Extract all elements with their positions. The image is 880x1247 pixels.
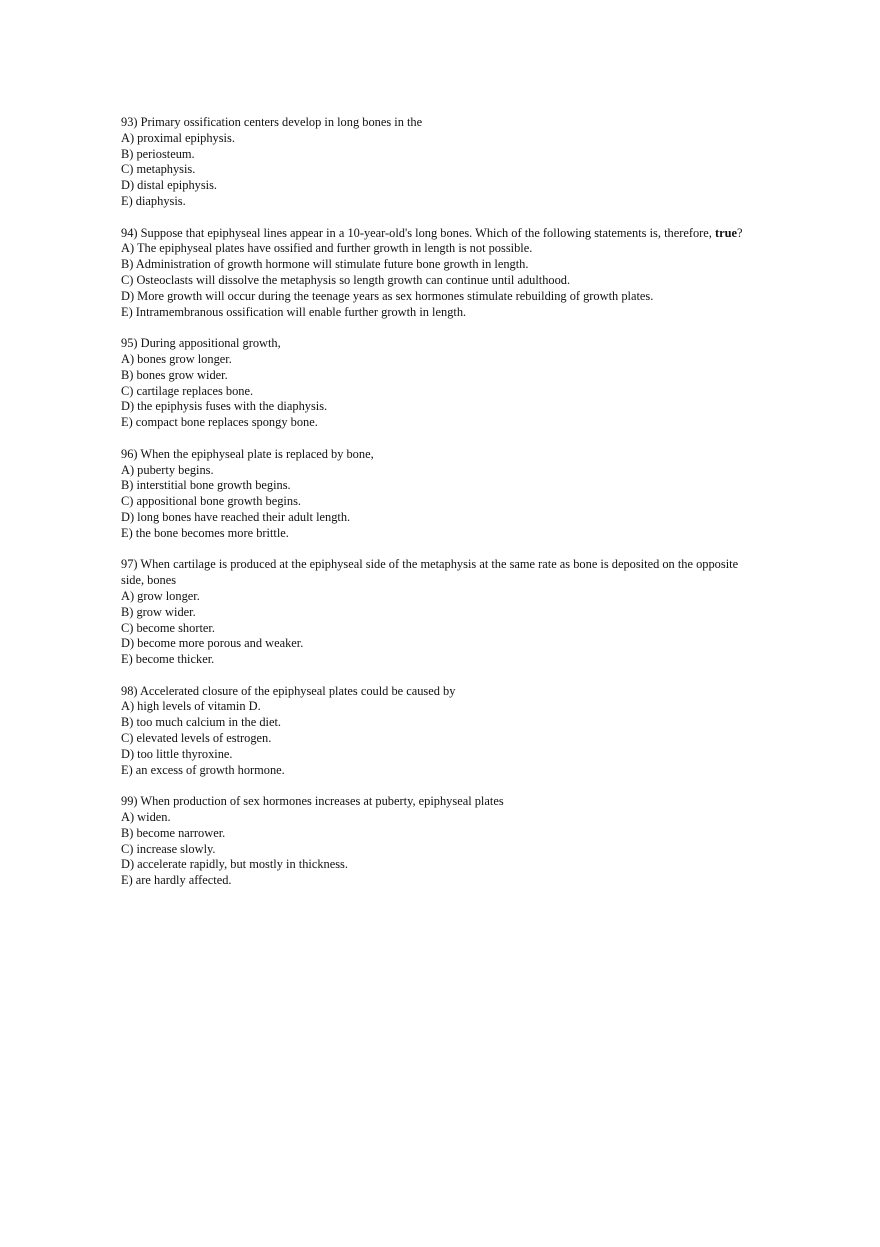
question-text: Suppose that epiphyseal lines appear in a 10-year-old's long bones. Which of the following statements is, therefore, — [140, 225, 715, 240]
question-95 — [121, 336, 761, 431]
answer-option-e: E) an excess of growth hormone. — [121, 762, 285, 777]
answer-option-b: B) become narrower. — [121, 825, 226, 840]
answer-option-e: E) Intramembranous ossification will enable further growth in length. — [121, 304, 467, 319]
answer-option-d: D) distal epiphysis. — [121, 178, 218, 193]
answer-option-b: B) periosteum. — [121, 146, 195, 161]
question-97 — [121, 557, 761, 668]
answer-option-a: A) grow longer. — [121, 588, 200, 603]
question-stem — [121, 447, 761, 463]
answer-option-d: D) accelerate rapidly, but mostly in thickness. — [121, 857, 348, 872]
question-text: When the epiphyseal plate is replaced by bone, — [140, 446, 374, 461]
answer-option-b: B) grow wider. — [121, 604, 196, 619]
answer-option-a: A) bones grow longer. — [121, 351, 232, 366]
question-text: When production of sex hormones increases at puberty, epiphyseal plates — [140, 794, 504, 809]
question-number: 96) — [121, 446, 138, 461]
question-text-end: ? — [737, 225, 743, 240]
answer-option-b: B) Administration of growth hormone will stimulate future bone growth in length. — [121, 257, 529, 272]
answer-option-e: E) become thicker. — [121, 652, 215, 667]
question-96 — [121, 447, 761, 542]
answer-option-a: A) proximal epiphysis. — [121, 130, 235, 145]
question-number: 97) — [121, 557, 138, 572]
question-stem — [121, 557, 761, 589]
question-98 — [121, 684, 761, 779]
question-stem — [121, 226, 761, 242]
question-99 — [121, 794, 761, 889]
answer-option-c: C) cartilage replaces bone. — [121, 383, 254, 398]
answer-option-e: E) compact bone replaces spongy bone. — [121, 415, 318, 430]
question-93 — [121, 115, 761, 210]
question-stem — [121, 794, 761, 810]
answer-option-a: A) The epiphyseal plates have ossified and further growth in length is not possible. — [121, 241, 533, 256]
answer-option-a: A) high levels of vitamin D. — [121, 699, 261, 714]
answer-option-e: E) are hardly affected. — [121, 873, 232, 888]
question-text: During appositional growth, — [140, 336, 281, 351]
answer-option-b: B) too much calcium in the diet. — [121, 715, 282, 730]
question-number: 98) — [121, 683, 138, 698]
answer-option-b: B) bones grow wider. — [121, 367, 228, 382]
answer-option-c: C) increase slowly. — [121, 841, 216, 856]
question-stem — [121, 684, 761, 700]
answer-option-d: D) too little thyroxine. — [121, 746, 233, 761]
answer-option-d: D) the epiphysis fuses with the diaphysis. — [121, 399, 328, 414]
answer-option-c: C) become shorter. — [121, 620, 215, 635]
answer-option-c: C) elevated levels of estrogen. — [121, 731, 272, 746]
question-number: 94) — [121, 225, 138, 240]
question-number: 95) — [121, 336, 138, 351]
answer-option-a: A) puberty begins. — [121, 462, 214, 477]
answer-option-b: B) interstitial bone growth begins. — [121, 478, 291, 493]
answer-option-c: C) appositional bone growth begins. — [121, 494, 301, 509]
answer-option-d: D) More growth will occur during the teenage years as sex hormones stimulate rebuilding of growth plates. — [121, 288, 654, 303]
answer-option-d: D) become more porous and weaker. — [121, 636, 304, 651]
answer-option-d: D) long bones have reached their adult length. — [121, 509, 351, 524]
question-number: 99) — [121, 794, 138, 809]
question-stem — [121, 115, 761, 131]
question-94 — [121, 226, 761, 321]
question-text: Accelerated closure of the epiphyseal plates could be caused by — [139, 683, 456, 698]
emphasized-word: true — [714, 225, 738, 240]
answer-option-e: E) the bone becomes more brittle. — [121, 525, 289, 540]
answer-option-c: C) metaphysis. — [121, 162, 196, 177]
question-number: 93) — [121, 115, 138, 129]
answer-option-e: E) diaphysis. — [121, 193, 186, 208]
question-text: When cartilage is produced at the epiphyseal side of the metaphysis at the same rate as bone is deposited on the opposite side, bones — [121, 557, 739, 588]
question-page — [121, 115, 761, 905]
question-text: Primary ossification centers develop in long bones in the — [140, 115, 423, 129]
question-stem — [121, 336, 761, 352]
answer-option-c: C) Osteoclasts will dissolve the metaphysis so length growth can continue until adulthood. — [121, 272, 571, 287]
answer-option-a: A) widen. — [121, 810, 171, 825]
